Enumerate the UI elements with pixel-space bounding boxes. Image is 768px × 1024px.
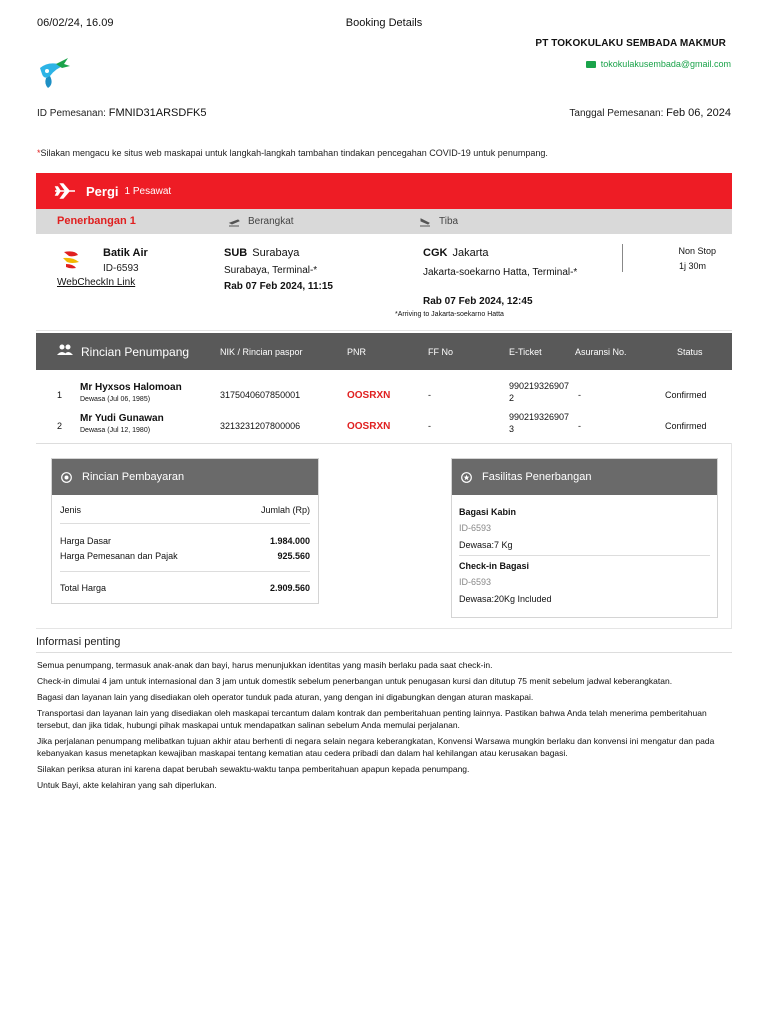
passenger-pnr: OOSRXN (347, 390, 391, 401)
passenger-insurance: - (578, 390, 581, 400)
col-pnr: PNR (347, 347, 367, 357)
info-body (37, 659, 727, 795)
covid-notice (37, 148, 548, 158)
plane-icon (54, 183, 76, 199)
airline-name: Batik Air (103, 247, 148, 259)
covid-star: * (37, 148, 41, 158)
passenger-status: Confirmed (665, 390, 707, 400)
passenger-eticket (509, 411, 579, 435)
info-paragraph: Check-in dimulai 4 jam untuk internasional dan 3 jam untuk domestik sebelum penerbangan untuk penugasan kursi dan ditutup 75 menit sebelum jadwal keberangkatan. (37, 676, 673, 686)
passenger-insurance: - (578, 421, 581, 431)
print-datetime: 06/02/24, 16.09 (37, 17, 114, 29)
table-row (36, 410, 732, 441)
info-paragraph: Jika perjalanan penumpang melibatkan tujuan akhir atau berhenti di negara selain negara keberangkatan, Konvensi Warsawa mungkin berlaku dan konvensi ini mengatur dan pada kebanyakan kasus menetapkan kewajiban maskapai tentang kematian atau cedera pribadi dan dalam hal kehilangan atau kerusakan bagasi. (37, 736, 715, 758)
payment-total-row (60, 583, 310, 593)
depart-header (228, 216, 294, 227)
departure-city: Surabaya (252, 247, 300, 259)
info-divider (36, 652, 732, 653)
cabin-baggage-id: ID-6593 (459, 523, 492, 533)
order-id (37, 107, 207, 119)
passenger-name: Mr Yudi Gunawan (80, 413, 164, 424)
depart-label: Berangkat (248, 216, 294, 227)
company-name: PT TOKOKULAKU SEMBADA MAKMUR (535, 38, 726, 49)
passenger-pnr: OOSRXN (347, 421, 391, 432)
flight-duration: 1j 30m (678, 261, 706, 271)
covid-text: Silakan mengacu ke situs web maskapai untuk langkah-langkah tambahan tindakan pencegahan COVID-19 untuk penumpang. (40, 148, 548, 158)
passenger-ff: - (428, 390, 431, 400)
landing-icon (419, 217, 431, 227)
checkin-baggage-id: ID-6593 (459, 577, 492, 587)
passenger-num: 2 (57, 421, 63, 431)
webcheckin-link[interactable]: WebCheckIn Link (57, 277, 136, 288)
base-price-label: Harga Dasar (60, 536, 112, 546)
eticket-line-2: 2 (509, 393, 515, 403)
passenger-header (36, 333, 732, 370)
passenger-ff: - (428, 421, 431, 431)
star-icon (461, 472, 472, 483)
fee-value: 925.560 (277, 551, 310, 561)
payment-header (52, 459, 318, 495)
passenger-num: 1 (57, 390, 63, 400)
col-status: Status (677, 347, 703, 357)
payment-amount-label: Jumlah (Rp) (260, 505, 310, 515)
company-email-row (586, 59, 731, 69)
arrive-label: Tiba (439, 216, 459, 227)
departure-code: SUB (224, 247, 248, 259)
company-email[interactable]: tokokulakusembada@gmail.com (600, 59, 731, 69)
departure-terminal: Surabaya, Terminal-* (224, 265, 318, 276)
passenger-type: Dewasa (Jul 12, 1980) (80, 427, 151, 434)
info-paragraph: Untuk Bayi, akte kelahiran yang sah diperlukan. (37, 780, 217, 790)
payment-divider (60, 523, 310, 524)
passenger-type: Dewasa (Jul 06, 1985) (80, 396, 151, 403)
base-price-value: 1.984.000 (269, 536, 310, 546)
info-paragraph: Silakan periksa aturan ini karena dapat berubah sewaktu-waktu tanpa pemberitahuan apapun kepada penumpang. (37, 764, 470, 774)
departure-airport (224, 247, 299, 259)
info-title: Informasi penting (36, 636, 121, 648)
cabin-baggage-title: Bagasi Kabin (459, 507, 517, 517)
facilities-title: Fasilitas Penerbangan (482, 471, 592, 483)
facilities-card (451, 458, 718, 618)
eticket-line-2: 3 (509, 424, 515, 434)
col-eticket: E-Ticket (509, 347, 542, 357)
order-date (569, 107, 731, 119)
arrival-time: Rab 07 Feb 2024, 12:45 (423, 296, 533, 307)
order-date-label: Tanggal Pemesanan: (569, 108, 664, 119)
arrive-header (419, 216, 458, 227)
trip-count: 1 Pesawat (124, 185, 172, 197)
cabin-baggage-value: Dewasa:7 Kg (459, 540, 513, 550)
passenger-status: Confirmed (665, 421, 707, 431)
money-icon (61, 472, 72, 483)
info-paragraph: Semua penumpang, termasuk anak-anak dan bayi, harus menunjukkan identitas yang masih berlaku pada saat check-in. (37, 660, 493, 670)
print-title: Booking Details (345, 17, 423, 29)
payment-title: Rincian Pembayaran (82, 471, 185, 483)
flight-header (36, 209, 732, 234)
flight-id: ID-6593 (103, 263, 139, 274)
col-insurance: Asuransi No. (575, 347, 627, 357)
company-logo (36, 54, 72, 90)
arrival-terminal: Jakarta-soekarno Hatta, Terminal-* (423, 267, 578, 278)
payment-type-label: Jenis (60, 505, 82, 515)
passenger-name: Mr Hyxsos Halomoan (80, 382, 182, 393)
total-value: 2.909.560 (269, 583, 310, 593)
arrival-note: *Arriving to Jakarta-soekarno Hatta (395, 311, 504, 318)
departure-time: Rab 07 Feb 2024, 11:15 (224, 281, 333, 292)
payment-card (51, 458, 319, 604)
fee-label: Harga Pemesanan dan Pajak (60, 551, 178, 561)
col-ff: FF No (428, 347, 454, 357)
checkin-baggage-title: Check-in Bagasi (459, 561, 530, 571)
flight-label: Penerbangan 1 (57, 215, 136, 227)
takeoff-icon (228, 217, 240, 227)
trip-direction: Pergi (86, 183, 119, 199)
payment-fee-row (60, 551, 310, 561)
facilities-divider (459, 555, 710, 556)
arrival-city: Jakarta (452, 247, 489, 259)
arrival-airport (423, 247, 489, 259)
col-nik: NIK / Rincian paspor (220, 347, 303, 357)
order-id-value: FMNID31ARSDFK5 (108, 107, 207, 119)
trip-bar (36, 173, 732, 209)
flight-row (36, 234, 732, 331)
flight-stops: Non Stop (678, 246, 716, 256)
total-label: Total Harga (60, 583, 107, 593)
order-id-label: ID Pemesanan: (37, 108, 106, 119)
payment-head-row (60, 505, 310, 515)
info-paragraph: Bagasi dan layanan lain yang disediakan oleh operator tunduk pada aturan, yang dengan ini digabungkan dengan aturan maskapai. (37, 692, 534, 702)
eticket-line-1: 990219326907 (509, 381, 570, 391)
order-date-value: Feb 06, 2024 (666, 107, 731, 119)
passenger-nik: 3213231207800006 (220, 421, 301, 431)
passenger-nik: 3175040607850001 (220, 390, 301, 400)
passenger-eticket (509, 380, 579, 404)
people-icon (57, 343, 73, 357)
info-paragraph: Transportasi dan layanan lain yang disediakan oleh maskapai tercantum dalam kontrak dan pemberitahuan penting lainnya. Pastikan bahwa Anda telah menerima pemberitahuan tersebut, dan jika tidak, hubungi pihak maskapai untuk mendapatkan salinan sebelum Anda memulai perjalanan. (37, 708, 707, 730)
facilities-header (452, 459, 717, 495)
checkin-baggage-value: Dewasa:20Kg Included (459, 594, 552, 604)
mail-icon (586, 61, 596, 68)
payment-divider (60, 571, 310, 572)
arrival-code: CGK (423, 247, 448, 259)
batik-air-logo (61, 248, 83, 270)
passenger-title: Rincian Penumpang (81, 345, 190, 359)
payment-base-row (60, 536, 310, 546)
eticket-line-1: 990219326907 (509, 412, 570, 422)
divider (622, 244, 623, 272)
table-row (36, 379, 732, 410)
